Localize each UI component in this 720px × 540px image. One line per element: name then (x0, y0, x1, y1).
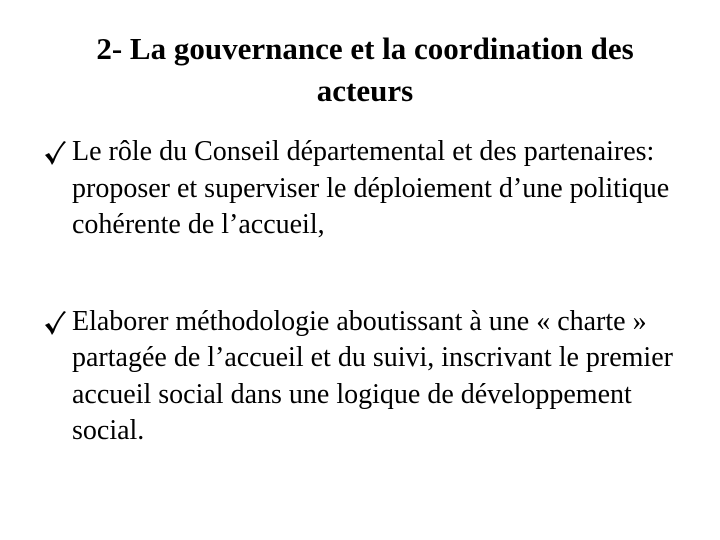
bullet-text-1: Le rôle du Conseil départemental et des partenaires: proposer et superviser le déploiement d’une politique cohérente de l’accueil, (72, 136, 670, 240)
checkmark-icon (42, 304, 68, 340)
slide-title-line-2: acteurs (316, 73, 414, 108)
bullet-list (42, 134, 682, 450)
slide-title-line-1: 2- La gouvernance et la coordination des (96, 31, 634, 66)
bullet-text-2: Elaborer méthodologie aboutissant à une « charte » partagée de l’accueil et du suivi, inscrivant le premier accueil social dans une logique de développement social. (72, 305, 673, 446)
bullet-item-2 (42, 304, 682, 450)
slide-title (40, 28, 690, 112)
checkmark-icon (42, 134, 68, 170)
bullet-item-1 (42, 134, 682, 244)
